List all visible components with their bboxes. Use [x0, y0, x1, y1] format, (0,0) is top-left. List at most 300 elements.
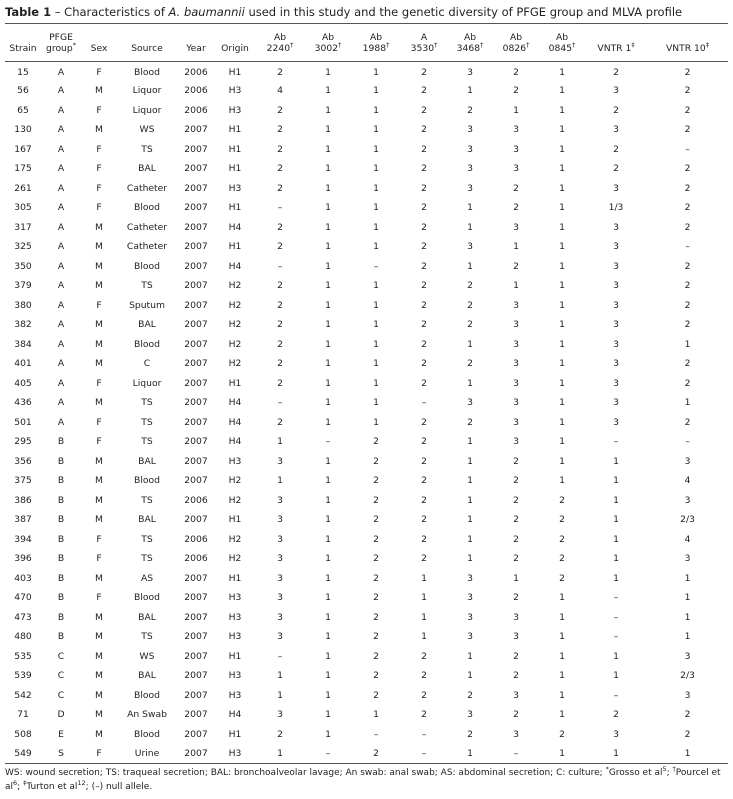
table-cell: 1 [684, 631, 691, 643]
table-cell: H1 [228, 67, 242, 78]
table-cell: 2 [684, 163, 691, 175]
table-cell: 2 [277, 280, 283, 292]
table-cell: 2007 [184, 475, 208, 487]
table-cell: 1 [373, 709, 379, 721]
table-cell: 1 [559, 689, 565, 701]
table-cell: 2 [421, 436, 427, 448]
table-cell: 2 [684, 728, 691, 740]
table-cell: 65 [17, 104, 29, 116]
column-header-line1: Ab [463, 31, 477, 43]
table-cell: 1 [325, 182, 331, 194]
table-cell: 1 [325, 280, 331, 292]
column-header-line2 [351, 40, 401, 54]
table-cell: 1 [325, 85, 331, 97]
table-cell: 295 [14, 436, 32, 448]
table-cell: 1 [513, 104, 519, 116]
table-cell: 387 [14, 514, 32, 526]
column-header-line1: PFGE [49, 31, 73, 43]
column-header-line2 [255, 40, 305, 54]
table-cell: 2007 [184, 163, 208, 175]
table-cell: 2 [421, 553, 427, 565]
table-cell: 2007 [184, 397, 208, 409]
table-cell: 2 [277, 728, 283, 740]
table-cell: H2 [228, 533, 242, 545]
table-cell: 3 [613, 319, 619, 331]
table-cell: H1 [228, 202, 242, 214]
table-row [5, 686, 728, 706]
table-cell: H2 [228, 494, 242, 506]
table-cell: 2007 [184, 280, 208, 292]
table-cell: 2 [421, 670, 427, 682]
table-cell: 2006 [184, 67, 208, 78]
table-cell: C [57, 670, 65, 682]
table-cell: M [95, 709, 103, 721]
table-cell: – [373, 260, 379, 272]
table-cell: 1 [467, 533, 473, 545]
table-cell: 2 [421, 182, 427, 194]
table-cell: 1 [559, 709, 565, 721]
column-header [81, 24, 117, 62]
table-cell: 3 [513, 299, 519, 311]
table-cell: 2 [373, 455, 379, 467]
table-cell: F [96, 299, 102, 311]
table-cell: 1 [613, 553, 619, 565]
table-cell: TS [141, 416, 153, 428]
table-cell: 382 [14, 319, 32, 331]
table-cell: 3 [277, 592, 283, 604]
table-cell: 2 [277, 319, 283, 331]
table-cell: 3 [467, 143, 473, 155]
table-cell: 4 [277, 85, 283, 97]
table-cell: – [613, 689, 619, 701]
table-cell: A [57, 124, 65, 136]
table-cell: 2 [277, 221, 283, 233]
table-cell: M [95, 475, 103, 487]
table-cell: 3 [513, 124, 519, 136]
table-cell: 2 [513, 182, 519, 194]
table-cell: 2007 [184, 689, 208, 701]
table-cell: 1 [325, 143, 331, 155]
table-cell: 2007 [184, 631, 208, 643]
table-cell: 2 [559, 553, 565, 565]
table-cell: B [57, 455, 65, 467]
table-cell: 2 [421, 221, 427, 233]
table-cell: 2 [513, 260, 519, 272]
table-cell: 2 [513, 514, 519, 526]
column-header-label: 2240 [266, 42, 291, 54]
table-cell: 1 [559, 124, 565, 136]
table-cell: 3 [613, 182, 619, 194]
table-cell: 3 [467, 631, 473, 643]
table-row [5, 335, 728, 355]
table-cell: 1 [325, 689, 331, 701]
table-cell: 1 [325, 709, 331, 721]
table-row [5, 647, 728, 667]
table-cell: M [95, 241, 103, 253]
table-row [5, 432, 728, 452]
table-cell: 2 [513, 553, 519, 565]
table-cell: B [57, 533, 65, 545]
table-cell: 2 [613, 709, 619, 721]
table-cell: 2 [421, 377, 427, 389]
table-cell: 1 [559, 475, 565, 487]
table-cell: 3 [684, 689, 691, 701]
table-cell: 4 [684, 475, 691, 487]
table-cell: F [96, 592, 102, 604]
table-cell: 2 [421, 124, 427, 136]
table-cell: M [95, 280, 103, 292]
table-cell: 508 [14, 728, 32, 740]
table-cell: – [373, 728, 379, 740]
table-cell: 1 [373, 377, 379, 389]
table-cell: 3 [467, 397, 473, 409]
table-row [5, 725, 728, 745]
column-header-line1 [117, 32, 177, 43]
table-cell: BAL [138, 514, 156, 526]
table-cell: 2 [513, 592, 519, 604]
table-cell: H1 [228, 572, 242, 584]
table-cell: 1 [325, 319, 331, 331]
table-cell: 3 [613, 260, 619, 272]
table-cell: A [57, 260, 65, 272]
table-cell: 1 [373, 67, 379, 78]
footnote-ref1: Grosso et al [608, 768, 663, 778]
table-cell: 2 [513, 455, 519, 467]
table-cell: H2 [228, 299, 242, 311]
table-cell: 2 [421, 514, 427, 526]
table-cell: 1 [559, 455, 565, 467]
column-header-line2 [5, 43, 41, 54]
table-cell: – [325, 436, 331, 448]
column-header-line2 [585, 40, 647, 54]
table-cell: 2 [513, 650, 519, 662]
table-cell: 2 [684, 202, 691, 214]
table-cell: 549 [14, 748, 32, 759]
table-cell: Liquor [132, 377, 162, 389]
table-cell: 2 [559, 728, 565, 740]
table-cell: M [95, 221, 103, 233]
table-cell: 375 [14, 475, 32, 487]
table-cell: F [96, 143, 102, 155]
table-cell: 350 [14, 260, 32, 272]
table-cell: 1 [613, 650, 619, 662]
table-cell: 2 [467, 689, 473, 701]
table-cell: 1 [684, 572, 691, 584]
table-cell: 2 [513, 494, 519, 506]
column-header-line1: Ab [509, 31, 523, 43]
table-cell: H1 [228, 241, 242, 253]
table-cell: 1 [373, 241, 379, 253]
table-cell: F [96, 553, 102, 565]
table-cell: 1 [325, 416, 331, 428]
table-cell: M [95, 85, 103, 97]
table-cell: M [95, 670, 103, 682]
table-cell: F [96, 533, 102, 545]
table-cell: 2 [613, 163, 619, 175]
table-cell: 2007 [184, 455, 208, 467]
table-cell: H1 [228, 124, 242, 136]
table-cell: 2007 [184, 436, 208, 448]
table-cell: 2007 [184, 709, 208, 721]
table-cell: 2 [684, 124, 691, 136]
table-cell: H3 [228, 85, 242, 97]
table-cell: 1 [373, 202, 379, 214]
table-cell: 1 [325, 299, 331, 311]
table-cell: M [95, 689, 103, 701]
table-cell: 1 [325, 241, 331, 253]
table-cell: 3 [513, 163, 519, 175]
table-cell: A [57, 397, 65, 409]
table-cell: 130 [14, 124, 32, 136]
table-cell: 2 [559, 533, 565, 545]
table-cell: C [57, 650, 65, 662]
table-cell: 71 [17, 709, 29, 721]
table-cell: 1 [467, 436, 473, 448]
column-header-footnote-mark: † [572, 40, 576, 49]
table-cell: S [58, 748, 64, 759]
table-cell: 2 [684, 260, 691, 272]
column-header-line2 [177, 43, 215, 54]
table-cell: 2 [684, 104, 691, 116]
table-cell: 539 [14, 670, 32, 682]
table-cell: 2 [684, 709, 691, 721]
table-cell: – [685, 241, 690, 253]
column-header-label: Source [131, 42, 163, 54]
column-header-line1 [177, 32, 215, 43]
table-row [5, 374, 728, 394]
table-cell: 1 [559, 85, 565, 97]
table-cell: 2 [513, 670, 519, 682]
column-header-footnote-mark: ‡ [705, 40, 709, 49]
table-cell: 2007 [184, 202, 208, 214]
column-header-label: 3002 [314, 42, 339, 54]
table-cell: B [57, 475, 65, 487]
table-cell: TS [141, 397, 153, 409]
table-cell: 1 [373, 221, 379, 233]
table-cell: 1 [559, 436, 565, 448]
table-cell: 2007 [184, 260, 208, 272]
table-cell: 3 [513, 436, 519, 448]
column-header-line2 [117, 43, 177, 54]
table-cell: 1 [467, 514, 473, 526]
table-cell: 535 [14, 650, 32, 662]
table-cell: Blood [134, 689, 160, 701]
footnote-ref2-num: 6 [13, 779, 18, 787]
table-cell: H3 [228, 748, 242, 759]
column-header-label: group [46, 42, 73, 54]
table-cell: 3 [613, 85, 619, 97]
table-cell: 2006 [184, 85, 208, 97]
table-cell: 3 [613, 397, 619, 409]
table-cell: 473 [14, 611, 32, 623]
column-header-footnote-mark: ‡ [631, 40, 635, 49]
footnote-abbreviations: WS: wound secretion; TS: traqueal secretion; BAL: bronchoalveolar lavage; An swab: anal swab; AS: abdominal secretion; C: culture; [5, 768, 606, 778]
table-cell: 167 [14, 143, 32, 155]
table-cell: 2 [277, 377, 283, 389]
table-cell: M [95, 319, 103, 331]
table-row [5, 627, 728, 647]
table-cell: 2 [421, 494, 427, 506]
table-cell: 2006 [184, 533, 208, 545]
column-header-footnote-mark: † [290, 40, 294, 49]
title-text-pre: – Characteristics of [51, 5, 169, 19]
table-cell: TS [141, 533, 153, 545]
table-cell: B [57, 514, 65, 526]
table-cell: 379 [14, 280, 32, 292]
table-cell: 3 [277, 709, 283, 721]
table-cell: 2 [373, 494, 379, 506]
table-cell: 1 [559, 280, 565, 292]
table-cell: H4 [228, 221, 242, 233]
table-cell: 2007 [184, 182, 208, 194]
table-cell: 2 [467, 728, 473, 740]
table-cell: 3 [467, 611, 473, 623]
table-cell: 305 [14, 202, 32, 214]
table-cell: H3 [228, 611, 242, 623]
table-cell: 2 [277, 67, 283, 78]
table-cell: 1 [325, 553, 331, 565]
table-cell: 2 [684, 358, 691, 370]
table-cell: 1 [559, 592, 565, 604]
table-cell: Blood [134, 592, 160, 604]
table-cell: H4 [228, 436, 242, 448]
table-cell: 1 [559, 182, 565, 194]
table-cell: 3 [467, 124, 473, 136]
table-cell: M [95, 455, 103, 467]
table-cell: H2 [228, 280, 242, 292]
table-cell: H1 [228, 514, 242, 526]
table-row [5, 120, 728, 140]
table-cell: 405 [14, 377, 32, 389]
column-header-footnote-mark: † [526, 40, 530, 49]
table-cell: 3 [513, 358, 519, 370]
table-cell: 1 [373, 299, 379, 311]
table-cell: 1 [373, 280, 379, 292]
table-cell: H4 [228, 709, 242, 721]
table-row [5, 491, 728, 511]
table-cell: 2 [513, 709, 519, 721]
table-cell: 2 [559, 514, 565, 526]
table-cell: 2 [684, 299, 691, 311]
table-cell: H4 [228, 416, 242, 428]
table-cell: – [613, 611, 619, 623]
column-header-line1 [647, 32, 728, 43]
table-cell: TS [141, 143, 153, 155]
column-header-line1: Ab [369, 31, 383, 43]
table-cell: 2 [373, 689, 379, 701]
table-cell: 356 [14, 455, 32, 467]
table-cell: 1 [325, 124, 331, 136]
table-footnote: WS: wound secretion; TS: traqueal secretion; BAL: bronchoalveolar lavage; An swab: anal swab; AS: abdominal secretion; C: culture; *Grosso et $al^5$; †Pourcel et $al^6$; ‡Turton et $al^{12}$; (–) null allele. [5, 765, 721, 792]
table-cell: 2 [277, 358, 283, 370]
table-cell: 3 [467, 182, 473, 194]
column-header-label: 0845 [548, 42, 573, 54]
table-cell: Catheter [126, 241, 168, 253]
table-cell: 2 [373, 748, 379, 759]
table-cell: 2 [421, 416, 427, 428]
table-cell: H2 [228, 319, 242, 331]
table-cell: 2 [684, 67, 691, 78]
table-cell: 2 [373, 572, 379, 584]
table-cell: 3 [684, 494, 691, 506]
footnote-ref1-mark: * [605, 765, 609, 773]
footnote-ref1-num: 5 [662, 765, 667, 773]
column-header-footnote-mark: † [386, 40, 390, 49]
table-cell: B [57, 494, 65, 506]
table-cell: 2007 [184, 670, 208, 682]
table-cell: 1 [277, 689, 283, 701]
table-cell: – [613, 436, 619, 448]
table-cell: 3 [467, 592, 473, 604]
table-cell: 2 [467, 104, 473, 116]
table-cell: 2 [421, 689, 427, 701]
table-cell: 1 [325, 611, 331, 623]
column-header [305, 24, 351, 62]
table-cell: – [277, 202, 283, 214]
table-cell: 2007 [184, 650, 208, 662]
table-cell: 1 [325, 338, 331, 350]
table-cell: 480 [14, 631, 32, 643]
table-cell: 3 [513, 631, 519, 643]
table-cell: TS [141, 631, 153, 643]
column-header [401, 24, 447, 62]
table-cell: 1 [684, 748, 691, 759]
table-cell: 2 [373, 533, 379, 545]
table-cell: 1 [467, 202, 473, 214]
table-cell: 4 [684, 533, 691, 545]
table-cell: A [57, 377, 65, 389]
footnote-ref3: Turton et al [26, 782, 78, 792]
table-cell: – [421, 748, 427, 759]
table-cell: 3 [467, 709, 473, 721]
table-cell: 3 [467, 572, 473, 584]
table-cell: Liquor [132, 85, 162, 97]
column-header-line1: Ab [555, 31, 569, 43]
table-cell: 2 [467, 416, 473, 428]
column-header-line1: Ab [321, 31, 335, 43]
table-cell: 1 [325, 163, 331, 175]
column-header-label: Year [186, 42, 206, 54]
table-cell: 2 [277, 416, 283, 428]
table-cell: 1 [325, 397, 331, 409]
table-cell: 2 [513, 202, 519, 214]
table-cell: 3 [613, 299, 619, 311]
table-cell: 396 [14, 553, 32, 565]
table-cell: 2 [277, 143, 283, 155]
table-cell: 1 [513, 241, 519, 253]
table-cell: 2 [373, 611, 379, 623]
table-cell: 1 [277, 475, 283, 487]
table-cell: H1 [228, 377, 242, 389]
table-cell: 2 [421, 455, 427, 467]
table-cell: M [95, 124, 103, 136]
table-cell: 1 [373, 416, 379, 428]
table-cell: 175 [14, 163, 32, 175]
table-cell: 2 [373, 436, 379, 448]
table-cell: H3 [228, 455, 242, 467]
table-cell: 1 [513, 572, 519, 584]
table-cell: 1 [559, 319, 565, 331]
table-cell: Catheter [126, 221, 168, 233]
table-cell: 3 [467, 67, 473, 78]
table-cell: 1 [325, 592, 331, 604]
table-cell: 2007 [184, 592, 208, 604]
column-header-label: Sex [90, 42, 108, 54]
table-cell: E [58, 728, 64, 740]
table-cell: 2 [513, 533, 519, 545]
table-cell: 2 [684, 182, 691, 194]
table-cell: 1 [559, 338, 565, 350]
